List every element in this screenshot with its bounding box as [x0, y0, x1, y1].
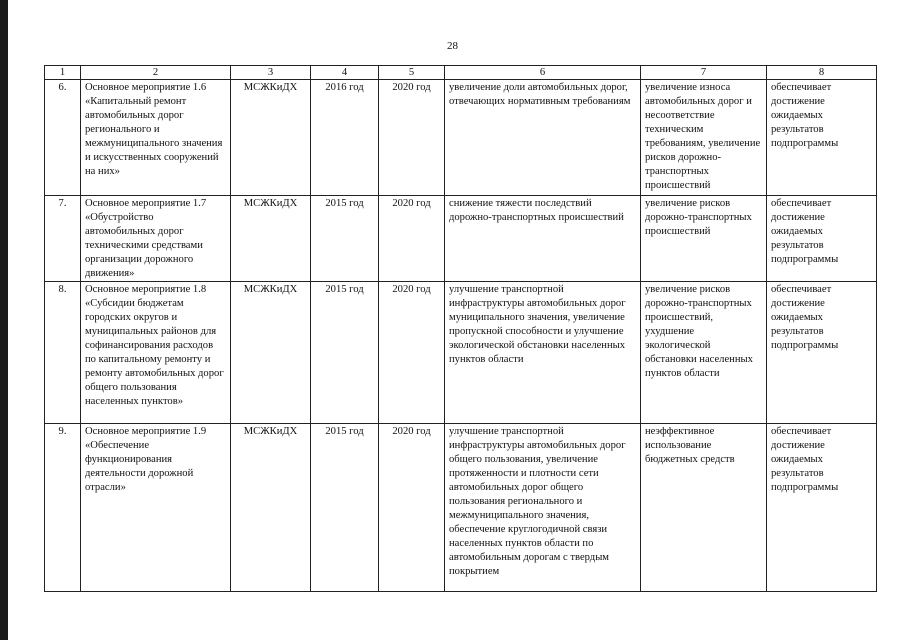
header-col-1: 1 [45, 66, 81, 80]
event-name: Основное мероприятие 1.9 «Обеспечение функционирования деятельности дорожной отрасли» [81, 424, 231, 592]
non-implementation-consequences: увеличение рисков дорожно-транспортных происшествий [641, 196, 767, 282]
header-col-7: 7 [641, 66, 767, 80]
table-row [45, 80, 877, 196]
program-events-table [44, 65, 877, 592]
header-col-5: 5 [379, 66, 445, 80]
start-year: 2015 год [311, 196, 379, 282]
expected-result: улучшение транспортной инфраструктуры автомобильных дорог муниципального значения, увеличение пропускной способности и улучшение экологической обстановки населенных пунктов области [445, 282, 641, 424]
non-implementation-consequences: увеличение износа автомобильных дорог и несоответствие техническим требованиям, увеличение рисков дорожно-транспортных происшествий [641, 80, 767, 196]
scan-edge-bar [0, 0, 8, 640]
row-number: 7. [45, 196, 81, 282]
start-year: 2016 год [311, 80, 379, 196]
end-year: 2020 год [379, 282, 445, 424]
header-col-8: 8 [767, 66, 877, 80]
event-name: Основное мероприятие 1.7 «Обустройство автомобильных дорог техническими средствами организации дорожного движения» [81, 196, 231, 282]
page-number: 28 [447, 40, 458, 52]
expected-result: увеличение доли автомобильных дорог, отвечающих нормативным требованиям [445, 80, 641, 196]
indicator-link: обеспечивает достижение ожидаемых результатов подпрограммы [767, 80, 877, 196]
end-year: 2020 год [379, 80, 445, 196]
row-number: 9. [45, 424, 81, 592]
executor: МСЖКиДХ [231, 196, 311, 282]
header-col-2: 2 [81, 66, 231, 80]
row-number: 6. [45, 80, 81, 196]
header-col-3: 3 [231, 66, 311, 80]
expected-result: снижение тяжести последствий дорожно-транспортных происшествий [445, 196, 641, 282]
event-name: Основное мероприятие 1.8 «Субсидии бюджетам городских округов и муниципальных районов для софинансирования расходов по капитальному ремонту и ремонту автомобильных дорог общего пользования населенных пунктов» [81, 282, 231, 424]
start-year: 2015 год [311, 424, 379, 592]
end-year: 2020 год [379, 424, 445, 592]
start-year: 2015 год [311, 282, 379, 424]
table-header-row [45, 66, 877, 80]
table-row [45, 282, 877, 424]
event-name: Основное мероприятие 1.6 «Капитальный ремонт автомобильных дорог регионального и межмуниципального значения и искусственных сооружений на них» [81, 80, 231, 196]
indicator-link: обеспечивает достижение ожидаемых результатов подпрограммы [767, 196, 877, 282]
header-col-4: 4 [311, 66, 379, 80]
header-col-6: 6 [445, 66, 641, 80]
executor: МСЖКиДХ [231, 424, 311, 592]
indicator-link: обеспечивает достижение ожидаемых результатов подпрограммы [767, 424, 877, 592]
executor: МСЖКиДХ [231, 282, 311, 424]
executor: МСЖКиДХ [231, 80, 311, 196]
end-year: 2020 год [379, 196, 445, 282]
table-row [45, 424, 877, 592]
indicator-link: обеспечивает достижение ожидаемых результатов подпрограммы [767, 282, 877, 424]
row-number: 8. [45, 282, 81, 424]
non-implementation-consequences: неэффективное использование бюджетных средств [641, 424, 767, 592]
non-implementation-consequences: увеличение рисков дорожно-транспортных происшествий, ухудшение экологической обстановки населенных пунктов области [641, 282, 767, 424]
table-row [45, 196, 877, 282]
expected-result: улучшение транспортной инфраструктуры автомобильных дорог общего пользования, увеличение протяженности и плотности сети автомобильных дорог общего пользования регионального и межмуниципального значения, обеспечение круглогодичной связи населенных пунктов области по автомобильным дорогам с твердым покрытием [445, 424, 641, 592]
